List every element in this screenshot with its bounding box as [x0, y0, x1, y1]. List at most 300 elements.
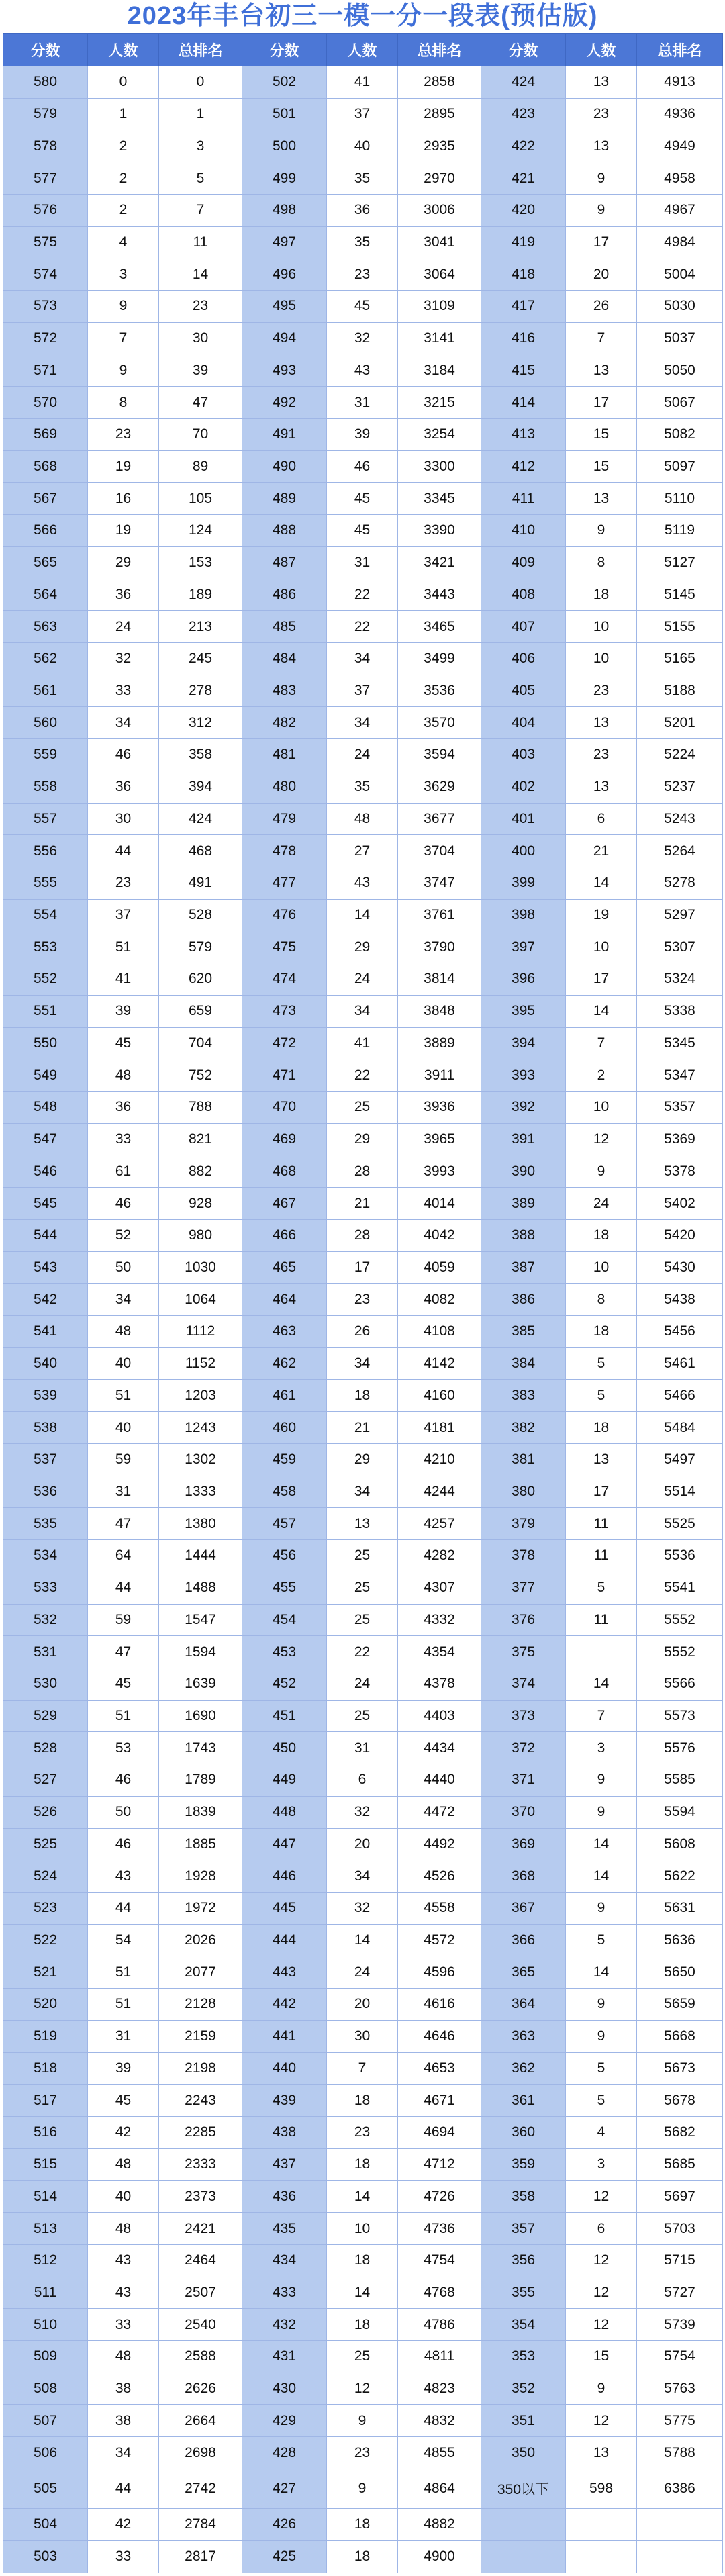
rank-cell: 1203 — [159, 1380, 242, 1412]
table-row — [3, 2540, 723, 2573]
rank-cell: 3704 — [398, 835, 481, 867]
table-row — [3, 2469, 723, 2508]
count-cell: 17 — [566, 963, 637, 996]
rank-cell: 3790 — [398, 931, 481, 963]
rank-cell: 1152 — [159, 1347, 242, 1380]
score-cell: 458 — [242, 1476, 327, 1508]
table-row — [3, 1764, 723, 1797]
rank-cell: 3006 — [398, 194, 481, 226]
score-cell: 560 — [3, 707, 88, 739]
count-cell: 51 — [88, 1956, 159, 1989]
rank-cell: 4596 — [398, 1956, 481, 1989]
rank-cell: 4646 — [398, 2020, 481, 2052]
score-cell: 397 — [481, 931, 566, 963]
rank-cell: 3041 — [398, 226, 481, 258]
rank-cell: 4244 — [398, 1476, 481, 1508]
score-cell: 457 — [242, 1508, 327, 1540]
rank-cell: 5552 — [637, 1636, 723, 1668]
rank-cell: 5788 — [637, 2437, 723, 2469]
count-cell: 37 — [327, 98, 398, 130]
table-row — [3, 162, 723, 195]
table-row — [3, 387, 723, 419]
score-cell: 378 — [481, 1540, 566, 1572]
count-cell: 36 — [327, 194, 398, 226]
count-cell: 13 — [566, 354, 637, 387]
score-cell: 511 — [3, 2277, 88, 2309]
rank-cell: 5594 — [637, 1796, 723, 1828]
score-cell: 460 — [242, 1412, 327, 1444]
score-cell: 449 — [242, 1764, 327, 1797]
count-cell: 23 — [327, 2117, 398, 2149]
score-cell: 423 — [481, 98, 566, 130]
rank-cell: 5119 — [637, 515, 723, 547]
rank-cell: 5668 — [637, 2020, 723, 2052]
table-row — [3, 867, 723, 899]
count-cell: 9 — [327, 2405, 398, 2437]
rank-cell: 4181 — [398, 1412, 481, 1444]
count-cell: 14 — [566, 867, 637, 899]
rank-cell: 5754 — [637, 2341, 723, 2373]
table-row — [3, 835, 723, 867]
score-cell: 445 — [242, 1892, 327, 1924]
rank-cell: 70 — [159, 418, 242, 450]
count-cell: 33 — [88, 2309, 159, 2341]
rank-cell: 5659 — [637, 1989, 723, 2021]
score-cell: 392 — [481, 1092, 566, 1124]
score-cell: 410 — [481, 515, 566, 547]
count-cell: 7 — [566, 1027, 637, 1059]
count-cell: 8 — [566, 1284, 637, 1316]
table-row — [3, 1347, 723, 1380]
rank-cell: 5188 — [637, 675, 723, 707]
score-cell: 432 — [242, 2309, 327, 2341]
count-cell: 18 — [566, 1316, 637, 1348]
table-row — [3, 963, 723, 996]
count-cell: 24 — [327, 963, 398, 996]
score-cell: 350 — [481, 2437, 566, 2469]
score-cell: 562 — [3, 642, 88, 675]
count-cell: 25 — [327, 1572, 398, 1604]
table-row — [3, 1380, 723, 1412]
count-cell: 34 — [327, 995, 398, 1027]
table-row — [3, 1316, 723, 1348]
table-row — [3, 194, 723, 226]
count-cell: 32 — [327, 1892, 398, 1924]
score-cell: 409 — [481, 546, 566, 579]
rank-cell: 5497 — [637, 1443, 723, 1476]
count-cell: 18 — [327, 2244, 398, 2277]
score-cell: 514 — [3, 2181, 88, 2213]
count-cell: 0 — [88, 66, 159, 99]
count-cell: 51 — [88, 931, 159, 963]
rank-cell: 5552 — [637, 1604, 723, 1636]
score-cell — [481, 2540, 566, 2573]
table-row — [3, 130, 723, 162]
table-row — [3, 322, 723, 354]
score-cell: 373 — [481, 1700, 566, 1732]
count-cell: 10 — [566, 611, 637, 643]
table-row — [3, 2085, 723, 2117]
score-cell: 374 — [481, 1668, 566, 1700]
count-cell: 9 — [566, 1989, 637, 2021]
score-cell: 483 — [242, 675, 327, 707]
count-cell: 7 — [88, 322, 159, 354]
count-cell: 9 — [88, 354, 159, 387]
score-cell: 384 — [481, 1347, 566, 1380]
score-cell: 555 — [3, 867, 88, 899]
rank-cell: 4210 — [398, 1443, 481, 1476]
score-cell: 364 — [481, 1989, 566, 2021]
score-cell: 516 — [3, 2117, 88, 2149]
table-row — [3, 2020, 723, 2052]
count-cell: 34 — [327, 642, 398, 675]
score-cell: 466 — [242, 1219, 327, 1251]
table-row — [3, 1284, 723, 1316]
count-cell: 12 — [566, 2181, 637, 2213]
count-cell: 6 — [566, 2213, 637, 2245]
rank-cell: 1690 — [159, 1700, 242, 1732]
rank-cell: 153 — [159, 546, 242, 579]
count-cell: 21 — [327, 1412, 398, 1444]
score-cell: 421 — [481, 162, 566, 195]
score-cell: 544 — [3, 1219, 88, 1251]
count-cell: 42 — [88, 2117, 159, 2149]
count-cell: 11 — [566, 1604, 637, 1636]
rank-cell: 4472 — [398, 1796, 481, 1828]
score-cell: 367 — [481, 1892, 566, 1924]
table-row — [3, 450, 723, 483]
count-cell: 39 — [327, 418, 398, 450]
table-row — [3, 2373, 723, 2405]
header-rank: 总排名 — [159, 34, 242, 66]
count-cell: 46 — [327, 450, 398, 483]
rank-cell: 4754 — [398, 2244, 481, 2277]
count-cell: 18 — [327, 2148, 398, 2181]
score-cell: 534 — [3, 1540, 88, 1572]
score-cell: 539 — [3, 1380, 88, 1412]
table-header-row — [3, 34, 723, 66]
count-cell: 52 — [88, 1219, 159, 1251]
count-cell: 35 — [327, 162, 398, 195]
table-row — [3, 2213, 723, 2245]
count-cell: 61 — [88, 1155, 159, 1188]
rank-cell: 3761 — [398, 899, 481, 931]
count-cell: 34 — [327, 1860, 398, 1893]
table-row — [3, 1155, 723, 1188]
score-cell: 357 — [481, 2213, 566, 2245]
rank-cell: 5763 — [637, 2373, 723, 2405]
count-cell: 10 — [566, 1251, 637, 1284]
count-cell: 51 — [88, 1989, 159, 2021]
score-cell: 450 — [242, 1732, 327, 1764]
count-cell: 31 — [327, 387, 398, 419]
score-cell: 510 — [3, 2309, 88, 2341]
score-cell: 375 — [481, 1636, 566, 1668]
header-rank: 总排名 — [637, 34, 723, 66]
score-cell: 371 — [481, 1764, 566, 1797]
count-cell: 21 — [327, 1188, 398, 1220]
rank-cell: 3911 — [398, 1059, 481, 1092]
rank-cell: 5345 — [637, 1027, 723, 1059]
count-cell: 31 — [88, 2020, 159, 2052]
rank-cell: 2935 — [398, 130, 481, 162]
count-cell: 598 — [566, 2469, 637, 2508]
count-cell: 19 — [88, 450, 159, 483]
count-cell: 1 — [88, 98, 159, 130]
rank-cell: 5430 — [637, 1251, 723, 1284]
count-cell: 13 — [566, 707, 637, 739]
table-row — [3, 2309, 723, 2341]
table-row — [3, 98, 723, 130]
score-cell: 575 — [3, 226, 88, 258]
count-cell: 23 — [327, 1284, 398, 1316]
count-cell: 32 — [88, 642, 159, 675]
score-cell: 501 — [242, 98, 327, 130]
score-cell: 537 — [3, 1443, 88, 1476]
score-cell: 488 — [242, 515, 327, 547]
rank-cell: 39 — [159, 354, 242, 387]
rank-cell: 1112 — [159, 1316, 242, 1348]
rank-cell: 5097 — [637, 450, 723, 483]
rank-cell: 4900 — [398, 2540, 481, 2573]
table-row — [3, 611, 723, 643]
count-cell: 38 — [88, 2405, 159, 2437]
score-cell: 461 — [242, 1380, 327, 1412]
rank-cell: 1488 — [159, 1572, 242, 1604]
rank-cell: 4823 — [398, 2373, 481, 2405]
score-cell: 355 — [481, 2277, 566, 2309]
score-cell: 467 — [242, 1188, 327, 1220]
count-cell: 44 — [88, 835, 159, 867]
count-cell: 46 — [88, 1828, 159, 1860]
score-cell: 529 — [3, 1700, 88, 1732]
table-row — [3, 1476, 723, 1508]
count-cell: 34 — [88, 707, 159, 739]
score-cell: 442 — [242, 1989, 327, 2021]
rank-cell: 3421 — [398, 546, 481, 579]
score-cell: 422 — [481, 130, 566, 162]
count-cell: 23 — [566, 675, 637, 707]
score-cell: 452 — [242, 1668, 327, 1700]
table-row — [3, 2341, 723, 2373]
score-cell: 462 — [242, 1347, 327, 1380]
count-cell: 9 — [88, 291, 159, 323]
score-cell: 553 — [3, 931, 88, 963]
rank-cell: 1333 — [159, 1476, 242, 1508]
rank-cell: 3965 — [398, 1123, 481, 1155]
count-cell: 27 — [327, 835, 398, 867]
score-cell: 577 — [3, 162, 88, 195]
score-cell: 368 — [481, 1860, 566, 1893]
count-cell: 13 — [566, 1443, 637, 1476]
score-cell: 526 — [3, 1796, 88, 1828]
score-cell: 500 — [242, 130, 327, 162]
rank-cell: 5420 — [637, 1219, 723, 1251]
table-row — [3, 1989, 723, 2021]
count-cell: 35 — [327, 226, 398, 258]
table-row — [3, 675, 723, 707]
table-row — [3, 1059, 723, 1092]
count-cell: 40 — [88, 2181, 159, 2213]
count-cell: 23 — [88, 418, 159, 450]
score-cell: 415 — [481, 354, 566, 387]
rank-cell: 2664 — [159, 2405, 242, 2437]
rank-cell: 2817 — [159, 2540, 242, 2573]
score-cell: 533 — [3, 1572, 88, 1604]
rank-cell: 4307 — [398, 1572, 481, 1604]
score-cell: 362 — [481, 2052, 566, 2085]
rank-cell: 2198 — [159, 2052, 242, 2085]
rank-cell: 2243 — [159, 2085, 242, 2117]
rank-cell: 1302 — [159, 1443, 242, 1476]
count-cell: 25 — [327, 1092, 398, 1124]
score-cell: 447 — [242, 1828, 327, 1860]
score-cell: 477 — [242, 867, 327, 899]
rank-cell: 468 — [159, 835, 242, 867]
count-cell: 31 — [327, 546, 398, 579]
rank-cell: 4736 — [398, 2213, 481, 2245]
score-cell: 504 — [3, 2509, 88, 2541]
rank-cell: 5369 — [637, 1123, 723, 1155]
score-cell: 551 — [3, 995, 88, 1027]
header-count: 人数 — [88, 34, 159, 66]
score-cell: 431 — [242, 2341, 327, 2373]
rank-cell: 4671 — [398, 2085, 481, 2117]
score-cell: 391 — [481, 1123, 566, 1155]
score-cell: 573 — [3, 291, 88, 323]
rank-cell: 312 — [159, 707, 242, 739]
score-cell: 543 — [3, 1251, 88, 1284]
count-cell: 7 — [566, 1700, 637, 1732]
score-cell: 549 — [3, 1059, 88, 1092]
count-cell: 7 — [327, 2052, 398, 2085]
count-cell: 34 — [88, 2437, 159, 2469]
rank-cell: 5307 — [637, 931, 723, 963]
table-row — [3, 2181, 723, 2213]
score-cell: 394 — [481, 1027, 566, 1059]
rank-cell: 4142 — [398, 1347, 481, 1380]
table-row — [3, 418, 723, 450]
score-cell: 552 — [3, 963, 88, 996]
rank-cell: 4855 — [398, 2437, 481, 2469]
score-cell: 387 — [481, 1251, 566, 1284]
rank-cell: 4042 — [398, 1219, 481, 1251]
count-cell — [566, 2540, 637, 2573]
rank-cell: 4882 — [398, 2509, 481, 2541]
rank-cell: 4282 — [398, 1540, 481, 1572]
score-cell: 490 — [242, 450, 327, 483]
count-cell: 18 — [566, 1219, 637, 1251]
rank-cell: 3814 — [398, 963, 481, 996]
count-cell: 43 — [88, 1860, 159, 1893]
rank-cell: 2464 — [159, 2244, 242, 2277]
count-cell: 32 — [327, 322, 398, 354]
count-cell: 36 — [88, 1092, 159, 1124]
rank-cell: 5201 — [637, 707, 723, 739]
count-cell: 23 — [566, 739, 637, 771]
rank-cell: 358 — [159, 739, 242, 771]
score-cell: 513 — [3, 2213, 88, 2245]
score-cell: 386 — [481, 1284, 566, 1316]
count-cell: 36 — [88, 579, 159, 611]
count-cell: 19 — [88, 515, 159, 547]
rank-cell: 4936 — [637, 98, 723, 130]
score-cell: 550 — [3, 1027, 88, 1059]
count-cell: 18 — [327, 2509, 398, 2541]
header-count: 人数 — [327, 34, 398, 66]
rank-cell: 1885 — [159, 1828, 242, 1860]
score-cell: 412 — [481, 450, 566, 483]
count-cell: 46 — [88, 1764, 159, 1797]
table-row — [3, 66, 723, 99]
count-cell: 48 — [88, 2341, 159, 2373]
count-cell: 12 — [327, 2373, 398, 2405]
score-cell: 548 — [3, 1092, 88, 1124]
rank-cell: 5703 — [637, 2213, 723, 2245]
score-cell: 493 — [242, 354, 327, 387]
count-cell: 2 — [566, 1059, 637, 1092]
score-cell: 350以下 — [481, 2469, 566, 2508]
score-cell: 571 — [3, 354, 88, 387]
count-cell: 20 — [566, 258, 637, 291]
rank-cell: 2698 — [159, 2437, 242, 2469]
count-cell: 51 — [88, 1380, 159, 1412]
table-row — [3, 1828, 723, 1860]
count-cell: 5 — [566, 1347, 637, 1380]
count-cell: 15 — [566, 450, 637, 483]
rank-cell: 5243 — [637, 803, 723, 835]
count-cell: 33 — [88, 1123, 159, 1155]
score-cell: 576 — [3, 194, 88, 226]
score-cell: 425 — [242, 2540, 327, 2573]
rank-cell: 1444 — [159, 1540, 242, 1572]
score-cell: 508 — [3, 2373, 88, 2405]
rank-cell: 3677 — [398, 803, 481, 835]
rank-cell: 2373 — [159, 2181, 242, 2213]
rank-cell: 3 — [159, 130, 242, 162]
rank-cell: 2285 — [159, 2117, 242, 2149]
score-cell: 572 — [3, 322, 88, 354]
score-cell: 404 — [481, 707, 566, 739]
rank-cell: 5631 — [637, 1892, 723, 1924]
table-row — [3, 899, 723, 931]
count-cell: 32 — [327, 1796, 398, 1828]
rank-cell: 3889 — [398, 1027, 481, 1059]
count-cell: 15 — [566, 418, 637, 450]
score-cell: 547 — [3, 1123, 88, 1155]
score-cell: 352 — [481, 2373, 566, 2405]
score-cell: 557 — [3, 803, 88, 835]
rank-cell: 5585 — [637, 1764, 723, 1797]
score-cell: 381 — [481, 1443, 566, 1476]
score-cell: 440 — [242, 2052, 327, 2085]
score-cell: 428 — [242, 2437, 327, 2469]
rank-cell: 5525 — [637, 1508, 723, 1540]
score-cell: 435 — [242, 2213, 327, 2245]
score-cell: 418 — [481, 258, 566, 291]
count-cell: 5 — [566, 1380, 637, 1412]
rank-cell: 4913 — [637, 66, 723, 99]
score-cell: 554 — [3, 899, 88, 931]
count-cell: 40 — [327, 130, 398, 162]
count-cell: 39 — [88, 995, 159, 1027]
count-cell: 46 — [88, 1188, 159, 1220]
score-cell: 464 — [242, 1284, 327, 1316]
score-cell: 451 — [242, 1700, 327, 1732]
rank-cell: 5650 — [637, 1956, 723, 1989]
rank-cell: 4616 — [398, 1989, 481, 2021]
score-cell: 407 — [481, 611, 566, 643]
